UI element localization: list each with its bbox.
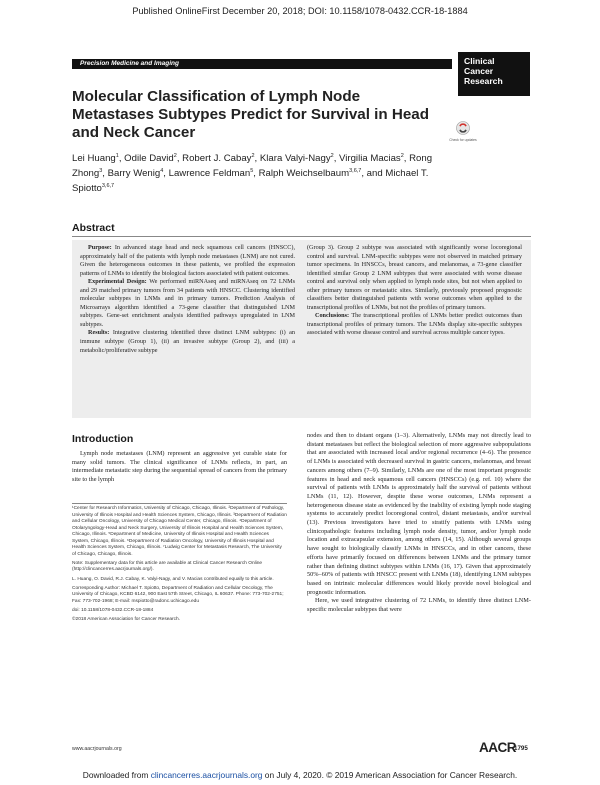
author-name: Klara Valyi-Nagy (259, 153, 331, 165)
footnote-affiliations: ¹Center for Research Informatics, University of Chicago, Chicago, Illinois. ²Department of Pathology, University of Illinois Hospital and Health Sciences System, Chicago, Illinois. ³Department of Radiation and Cellular Oncology, University of Chicago Medical Center, Chicago, Illinois. ⁴Department of Otolaryngology-Head and Neck Surgery, University of Illinois Hospital and Health Sciences System, Chicago, Illinois. ⁵Department of Medicine, University of Illinois Hospital and Health Sciences System, Chicago, Illinois. ⁶Department of Radiation Oncology, University of Illinois Hospital and Health Sciences System, Chicago, Illinois. ⁷Ludwig Center for Metastasis Research, The University of Chicago, Chicago, Illinois. (72, 506, 287, 557)
author-affiliation-marker: 5 (250, 168, 254, 175)
journal-logo (458, 52, 530, 96)
author-name: Barry Wenig (107, 168, 161, 180)
introduction-heading: Introduction (72, 433, 134, 445)
introduction-column-left (72, 450, 287, 485)
author-affiliation-marker: 2 (330, 153, 334, 159)
crossmark-icon[interactable] (456, 121, 470, 135)
abstract-heading: Abstract (72, 222, 115, 234)
author-affiliation-marker: 4 (160, 168, 164, 175)
author-name: Virgilia Macias (339, 153, 401, 165)
footnote-doi: doi: 10.1158/1078-0432.CCR-18-1884 (72, 608, 154, 614)
footnote-divider (72, 503, 287, 504)
abstract-design (80, 278, 295, 329)
design-text: We performed miRNAseq and miRNAseq on 72 LNMs and 29 matched primary tumors from 34 patients with HNSCC. Clustering identified molecular subtypes in LNMs and in primary tumors. Prediction Analysis of Microarrays algorithm identified a 73-gene classifier that distinguished LNM subtypes. Gene-set enrichment analysis identified pathways upregulated in LNM subtypes. (80, 278, 295, 328)
abstract-divider (72, 236, 531, 237)
section-label: Precision Medicine and Imaging (80, 60, 179, 67)
introduction-column-right (307, 432, 531, 615)
download-suffix: on July 4, 2020. © 2019 American Association for Cancer Research. (262, 770, 518, 780)
introduction-paragraph-1: Lymph node metastases (LNM) represent an aggressive yet curable state for many solid tumors. The clinical significance of LNMs reflects, in part, an intermediate metastatic step during the sequential spread of cancers from the primary site to the lymph (72, 450, 287, 484)
author-name: Rong Zhong (72, 153, 433, 180)
download-prefix: Downloaded from (82, 770, 151, 780)
journal-name-line2: Cancer (464, 66, 494, 76)
author-name: Michael T. Spiotto (72, 168, 429, 195)
author-affiliation-marker: 1 (115, 153, 119, 159)
aacr-logo: AACR (479, 740, 516, 755)
introduction-paragraph-2: nodes and then to distant organs (1–3). Alternatively, LNMs may not directly lead to distant metastases but reflect the biological selection of more aggressive subpopulations that are associated with increased local and/or regional recurrence (4–6). The presence of LNMs is associated with decreased survival in gastric cancers, melanomas, and breast cancers among others (7–9). Similarly, LNMs are one of the most important prognostic features in head and neck squamous cell cancers (HNSCCs) (e.g. ref. 10) where the survival of patients with LNMs is approximately half the survival of patients without LNMs (11, 12). However, despite these worse outcomes, LNMs represent a heterogeneous disease state as evidenced by the inability of existing lymph node staging systems to accurately predict locoregional control, distant metastasis, and/or survival (13). Previous investigators have tried to stratify patients with LNMs using clinicopathologic features including lymph node density, tumor, and/or lymph node location and extracapsular extension, among others (14, 15). Although several groups have sought to biologically classify LNMs in HNSCCs, and in other cancers, these efforts have primarily focused on differences between LNMs and the primary tumor rather than defining distinct subtypes within LNMs (16, 17). Given that approximately 50%–60% of patients with HNSCC present with LNMs (18), identifying LNM subtypes based on intrinsic molecular differences would likely provide novel biological and prognostic information. (307, 432, 531, 596)
article-title: Molecular Classification of Lymph Node Metastases Subtypes Predict for Survival in Head and Neck Cancer (72, 88, 430, 141)
author-list: Lei Huang$^1$, Odile David$^2$, Robert J. Cabay$^2$, Klara Valyi-Nagy$^2$, Virgilia Macias$^2$, Rong Zhong$^3$, Barry Wenig$^4$, Lawrence Feldman$^5$, Ralph Weichselbaum$^{3,6,7}$, and Michael T. Spiotto$^{3,6,7}$ (72, 153, 433, 195)
author-name: Ralph Weichselbaum (258, 168, 350, 180)
journal-website: www.aacrjournals.org (72, 746, 122, 752)
footnote-note: Note: Supplementary data for this article are available at Clinical Cancer Research Online (http://clincancerres.aacrjournals.org/). (72, 560, 263, 573)
conclusions-label: Conclusions: (315, 312, 350, 320)
design-label: Experimental Design: (88, 278, 147, 286)
section-label-bar (72, 59, 452, 69)
abstract-purpose (80, 244, 295, 278)
abstract-conclusions (307, 312, 522, 338)
author-name: Odile David (124, 153, 174, 165)
author-affiliation-marker: 2 (400, 153, 404, 159)
results-label: Results: (88, 329, 110, 337)
author-affiliation-marker: 3,6,7 (101, 183, 115, 190)
introduction-paragraph-3: Here, we used integrative clustering of 72 LNMs, to identify three distinct LNM-specific molecular subtypes that were (307, 597, 531, 614)
published-header: Published OnlineFirst December 20, 2018; DOI: 10.1158/1078-0432.CCR-18-1884 (132, 6, 468, 16)
footnote-copyright: ©2018 American Association for Cancer Research. (72, 617, 181, 623)
abstract-results (80, 329, 295, 355)
purpose-label: Purpose: (88, 244, 112, 251)
author-name: Lei Huang (72, 153, 116, 165)
page-number: 1795 (514, 745, 528, 752)
author-affiliation-marker: 2 (173, 153, 177, 159)
purpose-text: In advanced stage head and neck squamous cell cancers (HNSCC), approximately half of the patients with lymph node metastases (LNM) are not cured. Given the heterogeneous outcomes in these patients, we profiled the expression patterns of LNMs to identify the biological factors associated with patient outcomes. (80, 244, 295, 277)
abstract-column-right (307, 244, 522, 338)
footnote-contribution: L. Huang, O. David, R.J. Cabay, K. Valyi-Nagy, and V. Macias contributed equally to this article. (72, 576, 274, 582)
download-notice (0, 770, 600, 780)
results-text: Integrative clustering identified three distinct LNM subtypes: (i) an immune subtype (Group 1), (ii) an invasive subtype (Group 2), and (iii) a metabolic/proliferative subtype (80, 329, 295, 354)
author-affiliation-marker: 3,6,7 (349, 168, 362, 175)
journal-name-line1: Clinical (464, 56, 495, 66)
download-link[interactable]: clincancerres.aacrjournals.org (150, 770, 263, 780)
author-name: Robert J. Cabay (182, 153, 252, 165)
footnote-corresponding: Corresponding Author: Michael T. Spiotto, Department of Radiation and Cellular Oncology, The University of Chicago, KCBD 6142, 900 East 57th Street, Chicago, IL 60637. Phone: 773-702-2751; Fax: 773-702-1968; E-mail: mspiotto@radonc.uchicago.edu (72, 585, 284, 604)
author-affiliation-marker: 2 (251, 153, 255, 159)
author-name: Lawrence Feldman (168, 168, 251, 180)
author-affiliation-marker: 3 (99, 168, 103, 175)
abstract-column-left (80, 244, 295, 355)
footnotes (72, 506, 287, 627)
abstract-results-continued: (Group 3). Group 2 subtype was associated with significantly worse locoregional control and survival. LNM-specific subtypes were not observed in matched primary tumor specimens. In HNSCCs, breast cancers, and melanomas, a 73-gene classifier identified similar Group 2 LNM subtypes that were associated with worse disease control and survival only when applied to lymph node sites, but not when applied to other primary tumors or metastatic sites. Similarly, previously proposed prognostic classifiers better distinguished patients with worse outcomes when applied to the transcriptional profiles of LNMs, but not the profiles of primary tumors. (307, 244, 522, 311)
crossmark-label[interactable]: Check for updates (449, 138, 477, 142)
journal-name-line3: Research (464, 76, 503, 86)
conclusions-text: The transcriptional profiles of LNMs better predict outcomes than transcriptional profiles of primary tumors. The LNMs display site-specific subtypes associated with worse disease control and survival across multiple cancer types. (307, 312, 523, 337)
